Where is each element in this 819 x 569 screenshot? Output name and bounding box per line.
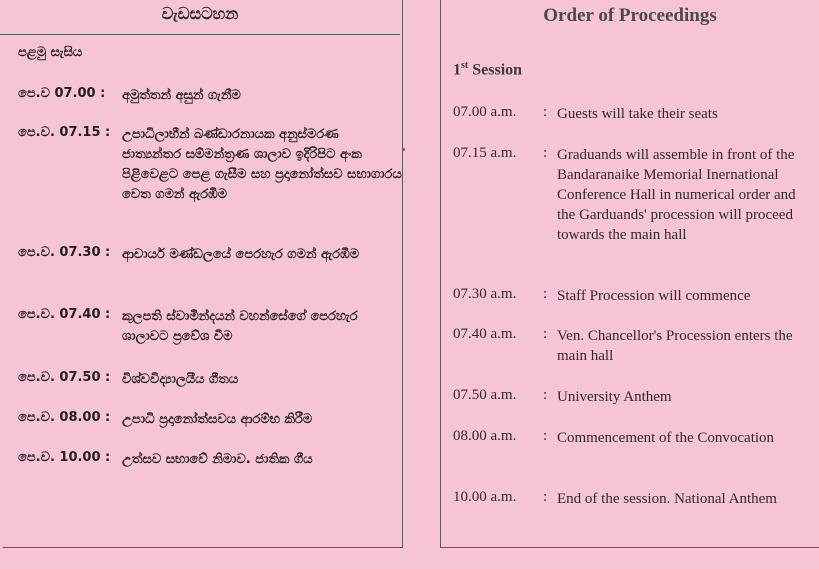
- english-item-text: Staff Procession will commence: [557, 288, 751, 304]
- ink-speck: [402, 148, 405, 151]
- item-colon: :: [543, 145, 548, 161]
- item-colon: :: [543, 286, 548, 302]
- sinhala-item-time: පෙ.ව. 10.00 :: [18, 450, 111, 465]
- english-item-time: 07.50 a.m.: [453, 387, 517, 403]
- sinhala-item-time: පෙ.ව. 07.15 :: [18, 125, 111, 140]
- english-item-time: 08.00 a.m.: [453, 428, 517, 444]
- sinhala-item-time: පෙ.ව. 08.00 :: [18, 410, 111, 425]
- english-item-text: Graduands will assemble in front of the Bandaranaike Memorial Inernational Conference Hall in numerical order and the Garduands' procession will proceed towards the main hall: [557, 147, 796, 243]
- english-item-time: 10.00 a.m.: [453, 489, 517, 505]
- sinhala-item-text: කුලපති ස්වාමීන්දයන් වහන්සේගේ පෙරහැර ශාලාවට ප්‍රවේශ වීම: [122, 309, 358, 344]
- sinhala-item-text: ආචාර්ය මණ්ඩලයේ පෙරහැර ගමන් ඇරඹීම: [122, 247, 360, 262]
- sinhala-item-text: විශ්වවිද්‍යාලයීය ගීතය: [122, 372, 239, 387]
- english-item-time: 07.00 a.m.: [453, 104, 517, 120]
- sinhala-item-text: උපාධිලාභීන් බණ්ඩාරනායක අනුස්මරණ ජාත්‍යන්තර සම්මන්ත්‍රණ ශාලාව ඉදිරිපිට අංක පිළිවෙළට පෙළ ගැසීම සහ ප්‍රදානෝත්සව සභාගාරය වෙත ගමන් ඇරඹීම: [122, 127, 402, 202]
- sinhala-session-heading: පළමු සැසිය: [18, 45, 83, 60]
- sinhala-item-text: උපාධි ප්‍රදානෝත්සවය ආරම්භ කිරීම: [122, 412, 313, 427]
- item-colon: :: [543, 387, 548, 403]
- english-item-time: 07.30 a.m.: [453, 286, 517, 302]
- title-divider: [0, 34, 400, 35]
- english-item-text: Guests will take their seats: [557, 106, 718, 122]
- item-colon: :: [543, 104, 548, 120]
- item-colon: :: [543, 326, 548, 342]
- session-word: Session: [468, 61, 523, 79]
- sinhala-item-time: පෙ.ව. 07.50 :: [18, 370, 111, 385]
- sinhala-item-time: පෙ.ව. 07.40 :: [18, 307, 111, 322]
- sinhala-item-text: උත්සව සභාවේ නිමාව. ජාතික ගීය: [122, 452, 313, 467]
- item-colon: :: [543, 489, 548, 505]
- sinhala-item-time: පෙ.ව. 07.30 :: [18, 245, 111, 260]
- english-item-text: Commencement of the Convocation: [557, 430, 775, 446]
- item-colon: :: [543, 428, 548, 444]
- english-session-heading: [453, 60, 522, 79]
- english-item-text: End of the session. National Anthem: [557, 491, 777, 507]
- sinhala-item-time: පෙ.ව 07.00 :: [18, 86, 106, 101]
- english-program-panel: [440, 0, 819, 548]
- english-item-time: 07.40 a.m.: [453, 326, 517, 342]
- english-item-text: University Anthem: [557, 389, 672, 405]
- english-item-text: Ven. Chancellor's Procession enters the main hall: [557, 328, 793, 364]
- session-ordinal: st: [461, 60, 469, 71]
- english-item-time: 07.15 a.m.: [453, 145, 517, 161]
- sinhala-title: වැඩසටහන: [161, 4, 239, 23]
- english-title: Order of Proceedings: [543, 5, 717, 26]
- session-number: 1: [453, 61, 461, 79]
- sinhala-item-text: අමුත්තන් අසුන් ගැනීම: [122, 88, 241, 103]
